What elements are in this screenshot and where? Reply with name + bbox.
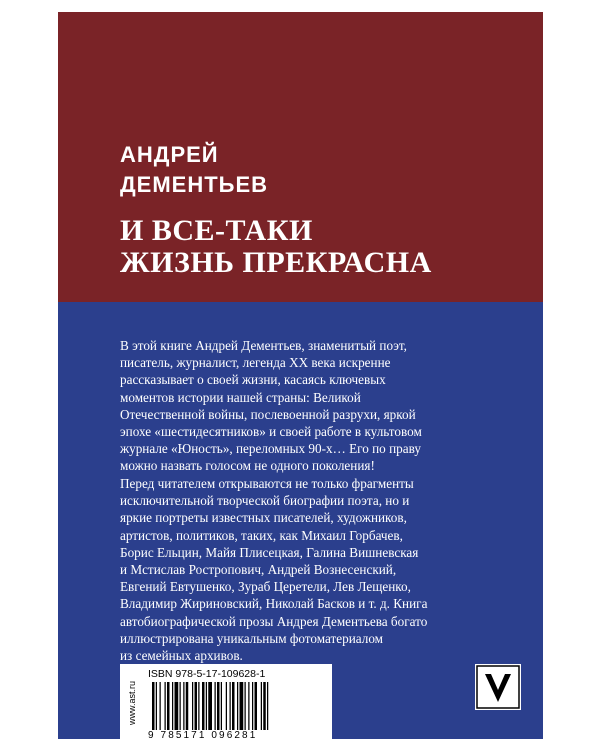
title-line-2: ЖИЗНЬ ПРЕКРАСНА [120,246,432,279]
top-panel [58,12,543,302]
barcode-bar [217,682,220,730]
barcode-bar [237,682,238,730]
text-line: из семейных архивов. [120,648,243,664]
barcode-bar [215,682,216,730]
barcode-bar [206,682,207,730]
barcode-icon [148,682,326,730]
text-line: журнале «Юность», переломных 90-х… Его по праву [120,441,421,457]
barcode-bar [186,682,189,730]
barcode-bar [195,682,198,730]
publisher-website: www.ast.ru [127,681,137,726]
barcode-bar [192,682,193,730]
text-line: моментов истории нашей страны: Великой [120,389,361,405]
barcode-bar [167,682,170,730]
barcode-bar [156,682,157,730]
text-line: Перед читателем открываются не только фрагменты [120,476,414,491]
barcode-bar [232,682,235,730]
barcode-bar [248,682,249,730]
isbn-number: ISBN 978-5-17-109628-1 [148,668,266,680]
barcode-bar [221,682,222,730]
text-line: Евгений Евтушенко, Зураб Церетели, Лев Лещенко, [120,579,411,595]
isbn-block [120,664,332,739]
barcode-bar [152,682,155,730]
barcode-bar [202,682,205,730]
barcode-bar [252,682,253,730]
author-name [120,140,268,200]
barcode-bar [160,682,161,730]
book-back-cover [58,12,543,739]
barcode-bar [198,682,199,730]
book-title [120,215,432,279]
barcode-bar [230,682,231,730]
text-line: Борис Ельцин, Майя Плисецкая, Галина Вишневская [120,544,419,560]
barcode-bar [226,682,227,730]
title-line-1: И ВСЕ-ТАКИ [120,214,313,247]
barcode-bar [240,682,244,730]
author-first-name: АНДРЕЙ [120,142,219,167]
barcode-bar [208,682,212,730]
text-line: артистов, политиков, таких, как Михаил Горбачев, [120,527,403,543]
description-paragraph-1 [120,337,520,475]
barcode-bar [180,682,181,730]
barcode-bar [183,682,184,730]
text-line: Владимир Жириновский, Николай Басков и т. д. Книга [120,596,428,612]
text-line: исключительной творческой биографии поэта, но и [120,493,410,509]
text-line: рассказывает о своей жизни, касаясь ключевых [120,372,386,388]
barcode-bar [267,682,268,730]
barcode-bar [165,682,166,730]
text-line: писатель, журналист, легенда XX века искренне [120,355,391,371]
text-line: и Мстислав Ростропович, Андрей Вознесенский, [120,562,397,578]
text-line: Отечественной войны, послевоенной разрухи, яркой [120,406,416,422]
text-line: иллюстрирована уникальным фотоматериалом [120,630,384,646]
barcode-bar [261,682,262,730]
author-last-name: ДЕМЕНТЬЕВ [120,172,269,197]
text-line: В этой книге Андрей Дементьев, знаменитый поэт, [120,338,407,353]
text-line: можно назвать голосом не одного поколения! [120,458,375,474]
text-line: эпохе «шестидесятников» и своей работе в культовом [120,424,422,440]
text-line: яркие портреты известных писателей, художников, [120,510,407,526]
barcode-bar [172,682,173,730]
barcode-bar [255,682,258,730]
text-line: автобиографической прозы Андрея Дементьева богато [120,613,428,629]
publisher-v-logo-icon [475,664,521,710]
barcode-bar [263,682,266,730]
barcode-bar [175,682,179,730]
barcode-digits: 9 785171 096281 [148,730,258,739]
barcode-bar [245,682,246,730]
description-paragraph-2 [120,475,520,664]
